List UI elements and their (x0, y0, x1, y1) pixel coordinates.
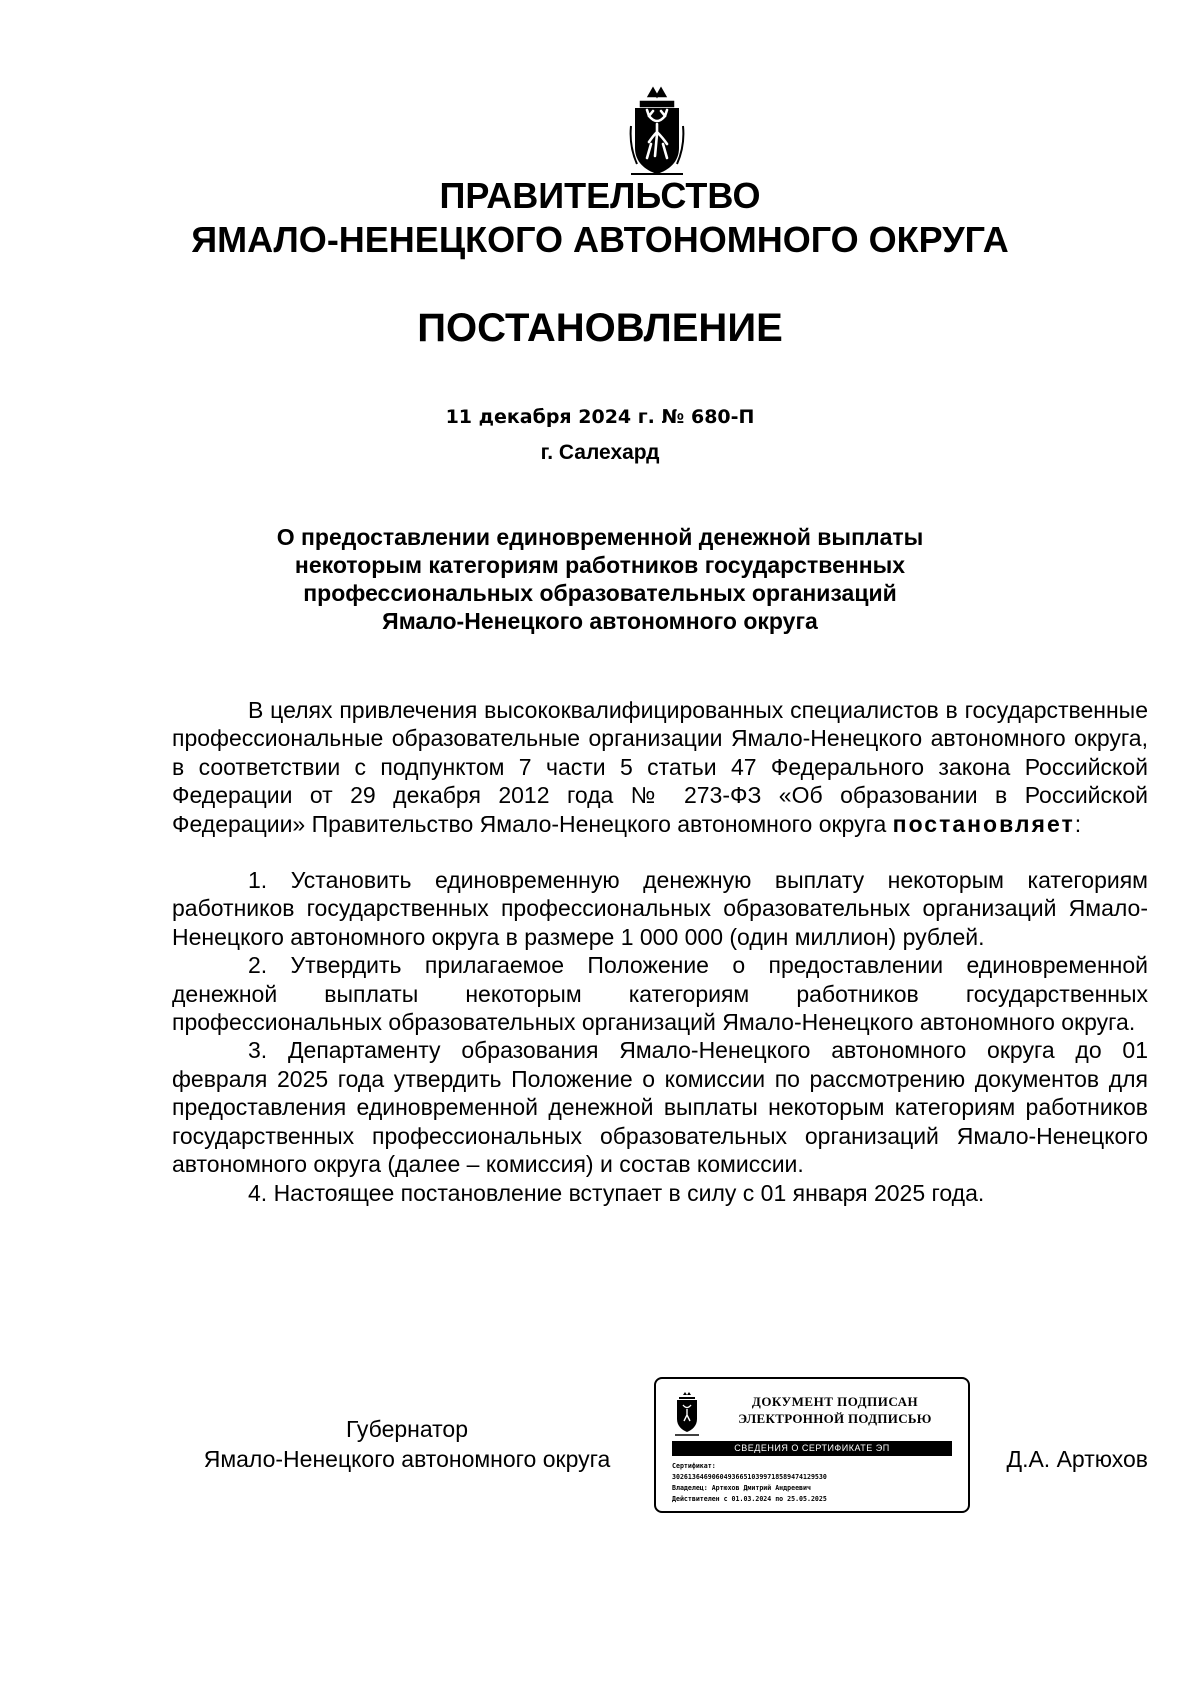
subject-line: О предоставлении единовременной денежной выплаты (276, 524, 924, 550)
position-line2: Ямало-Ненецкого автономного округа (203, 1446, 611, 1472)
coat-of-arms-emblem (625, 86, 689, 182)
stamp-certificate-bar: СВЕДЕНИЯ О СЕРТИФИКАТЕ ЭП (672, 1441, 952, 1456)
government-title-line2: ЯМАЛО-НЕНЕЦКОГО АВТОНОМНОГО ОКРУГА (191, 219, 1009, 260)
document-subject (230, 523, 970, 635)
signatory-name: Д.А. Артюхов (1006, 1446, 1148, 1472)
preamble-paragraph (172, 696, 1148, 838)
item-2: 2. Утвердить прилагаемое Положение о предоставлении единовременной денежной выплаты некоторым категориям работников государственных профессиональных образовательных организаций Ямало-Ненецкого автономного округа. (172, 952, 1148, 1036)
cert-label: Сертификат: (672, 1462, 716, 1470)
subject-line: Ямало-Ненецкого автономного округа (382, 608, 818, 634)
government-title-line1: ПРАВИТЕЛЬСТВО (439, 175, 761, 216)
item-3: 3. Департаменту образования Ямало-Ненецкого автономного округа до 01 февраля 2025 года утвердить Положение о комиссии по рассмотрению документов для предоставления единовременной денежной выплаты некоторым категориям работников государственных профессиональных образовательных организаций Ямало-Ненецкого автономного округа (далее – комиссия) и состав комиссии. (172, 1037, 1148, 1178)
stamp-certificate-info (672, 1461, 958, 1505)
position-line1: Губернатор (345, 1416, 469, 1442)
item-1: 1. Установить единовременную денежную выплату некоторым категориям работников государственных профессиональных образовательных организаций Ямало-Ненецкого автономного округа в размере 1 000 000 (один миллион) рублей. (172, 867, 1148, 950)
electronic-signature-stamp (654, 1377, 970, 1513)
stamp-emblem-icon (672, 1391, 702, 1437)
date-number: 11 декабря 2024 г. № 680-П (445, 406, 755, 428)
stamp-heading2: ЭЛЕКТРОННОЙ ПОДПИСЬЮ (738, 1411, 932, 1426)
stamp-heading1: ДОКУМЕНТ ПОДПИСАН (751, 1394, 919, 1409)
item-4: 4. Настоящее постановление вступает в силу с 01 января 2025 года. (248, 1179, 985, 1206)
document-type-title: ПОСТАНОВЛЕНИЕ (417, 306, 783, 350)
subject-line: профессиональных образовательных организаций (303, 580, 897, 606)
subject-line: некоторым категориям работников государственных (294, 552, 906, 578)
signatory-position (172, 1414, 642, 1474)
document-body (172, 696, 1148, 1207)
decree-word: постановляет (892, 810, 1075, 837)
cert-number: 302613646906049366510399718589474129530 (672, 1473, 827, 1481)
cert-validity: Действителен с 01.03.2024 по 25.05.2025 (672, 1495, 827, 1503)
preamble-text: В целях привлечения высококвалифицированных специалистов в государственные профессиональные образовательные организации Ямало-Ненецкого автономного округа, в соответствии с подпунктом 7 части 5 статьи 47 Федерального закона Российской Федерации от 29 декабря 2012 года № 273-ФЗ «Об образовании в Российской Федерации» Правительство Ямало-Ненецкого автономного округа (172, 697, 1148, 837)
city: г. Салехард (540, 441, 660, 464)
cert-owner: Владелец: Артюхов Дмитрий Андреевич (672, 1484, 811, 1492)
decree-colon: : (1074, 810, 1082, 837)
